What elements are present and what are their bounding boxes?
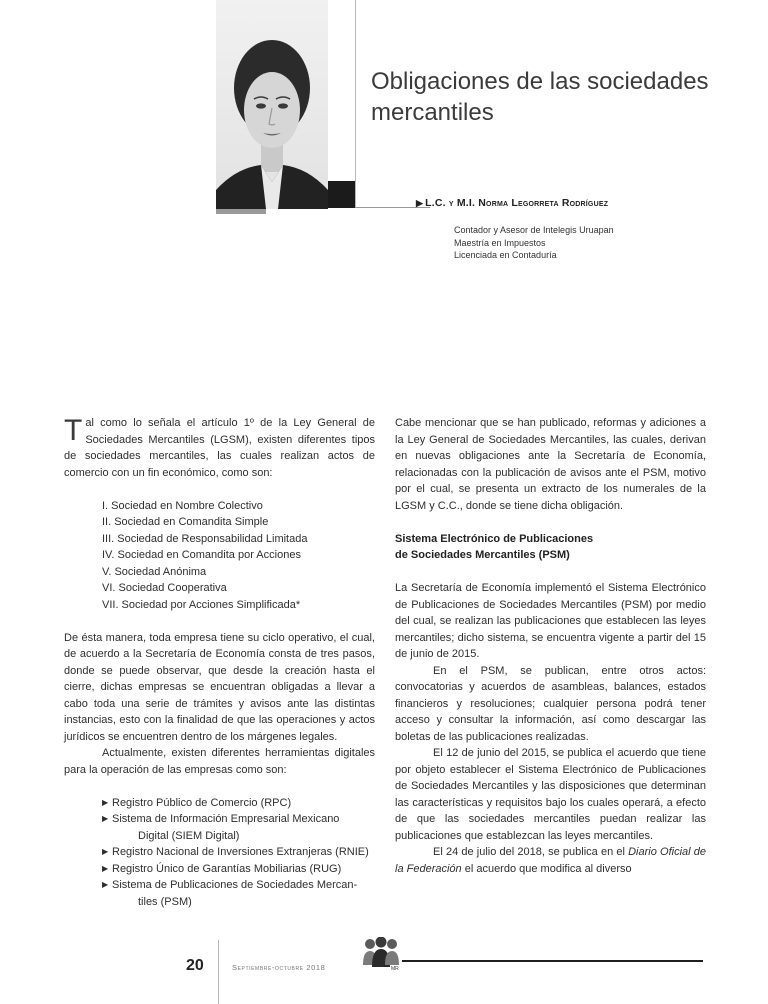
footer-rule [402,960,703,962]
right-column [395,415,706,877]
body-paragraph: En el PSM, se publican, entre otros actos: convocatorias y acuerdos de asambleas, balances, estados financieros y resoluciones; cualquier persona podrá tener acceso y consultar la información, así como descargar las boletas de las publicaciones realizadas. [395,664,706,743]
list-item: VI. Sociedad Cooperativa [102,582,227,594]
photo-accent-stripe [216,209,266,214]
list-item: III. Sociedad de Responsabilidad Limitada [102,532,308,545]
article-title: Obligaciones de las sociedades mercantiles [371,68,709,126]
list-item: ▶ Registro Público de Comercio (RPC) [102,795,375,812]
header-divider-line [355,0,356,208]
triangle-bullet-icon: ▶ [102,863,109,873]
left-column [64,415,375,910]
author-credential: Maestría en Impuestos [454,237,546,248]
list-item: ▶ Sistema de Información Empresarial Mexicano Digital (SIEM Digital) [102,813,340,842]
body-paragraph: El 24 de julio del 2018, se publica en el Diario Oficial de la Federación el acuerdo que modifica al diverso [395,846,706,875]
list-item: ▶ Sistema de Publicaciones de Sociedades Mercan- tiles (PSM) [102,879,358,908]
section-heading: Sistema Electrónico de Publicaciones de Sociedades Mercantiles (PSM) [395,532,594,561]
list-item: ▶ Registro Nacional de Inversiones Extranjeras (RNIE) [102,844,375,861]
author-credential: Licenciada en Contaduría [454,250,557,260]
triangle-bullet-icon: ▶ [416,198,424,208]
body-paragraph: Cabe mencionar que se han publicado, reformas y adiciones a la Ley General de Sociedades Mercantiles, las cuales, derivan en nuevas obligaciones ante la Secretaría de Economía, relacionadas con la publicación de avisos ante el PSM, motivo por el cual, se presenta un extracto de los numerales de la LGSM y C.C., donde se tiene dicha obligación. [395,417,706,512]
list-item: ▶ Registro Único de Garantías Mobiliarias (RUG) [102,861,375,878]
list-item: IV. Sociedad en Comandita por Acciones [102,549,301,561]
list-item: I. Sociedad en Nombre Colectivo [102,499,263,512]
triangle-bullet-icon: ▶ [102,797,109,807]
triangle-bullet-icon: ▶ [102,814,109,823]
issue-date: Septiembre-octubre 2018 [232,963,326,972]
triangle-bullet-icon: ▶ [102,880,109,889]
page-number: 20 [186,957,204,974]
author-name: L.C. y M.I. Norma Legorreta Rodríguez [425,197,609,209]
body-paragraph: El 12 de junio del 2015, se publica el acuerdo que tiene por objeto establecer el Sistema Electrónico de Publicaciones de Sociedades Mercantiles y las disposiciones que determinan las características y requisitos bajo los cuales operará, a efecto de que las sociedades mercantiles puedan realizar las publicaciones que establezcan las leyes mercantiles. [395,747,706,842]
intro-paragraph: Tal como lo señala el artículo 1º de la Ley General de Sociedades Mercantiles (LGSM), existen diferentes tipos de sociedades mercantiles, las cuales realizan actos de comercio con un fin económico, como son: [64,414,375,479]
digital-tools-list [64,795,375,911]
black-accent-square [328,181,355,208]
publisher-logo [358,937,404,971]
list-item: II. Sociedad en Comandita Simple [102,516,269,528]
author-portrait-image [216,0,328,209]
body-paragraph: La Secretaría de Economía implementó el Sistema Electrónico de Publicaciones de Sociedades Mercantiles (PSM) por medio del cual, se realizan las publicaciones que establecen las leyes mercantiles; dicho sistema, se encuentra vigente a partir del 15 de junio de 2015. [395,582,706,660]
author-credentials [454,224,614,262]
author-byline [416,197,608,209]
company-types-list [64,498,375,614]
author-credential: Contador y Asesor de Intelegis Uruapan [454,225,614,235]
people-logo-icon [358,937,404,971]
footer-divider-line [218,940,219,1004]
drop-cap: T [64,414,83,447]
author-photo [216,0,328,209]
list-item: V. Sociedad Anónima [102,565,207,578]
body-paragraph: Actualmente, existen diferentes herramientas digitales para la operación de las empresas como son: [64,747,375,776]
body-paragraph: De ésta manera, toda empresa tiene su ciclo operativo, el cual, de acuerdo a la Secretaría de Economía consta de tres pasos, donde se puede observar, que desde la creación hasta el cierre, dichas empresas se encuentran obligadas a llevar a cabo toda una serie de trámites y avisos ante las distintas instancias, esto con la finalidad de que las operaciones y actos jurídicos se encuentren dentro de los márgenes legales. [64,631,375,743]
logo-trademark: MR [391,966,399,971]
list-item: VII. Sociedad por Acciones Simplificada* [102,598,301,611]
triangle-bullet-icon: ▶ [102,847,109,856]
